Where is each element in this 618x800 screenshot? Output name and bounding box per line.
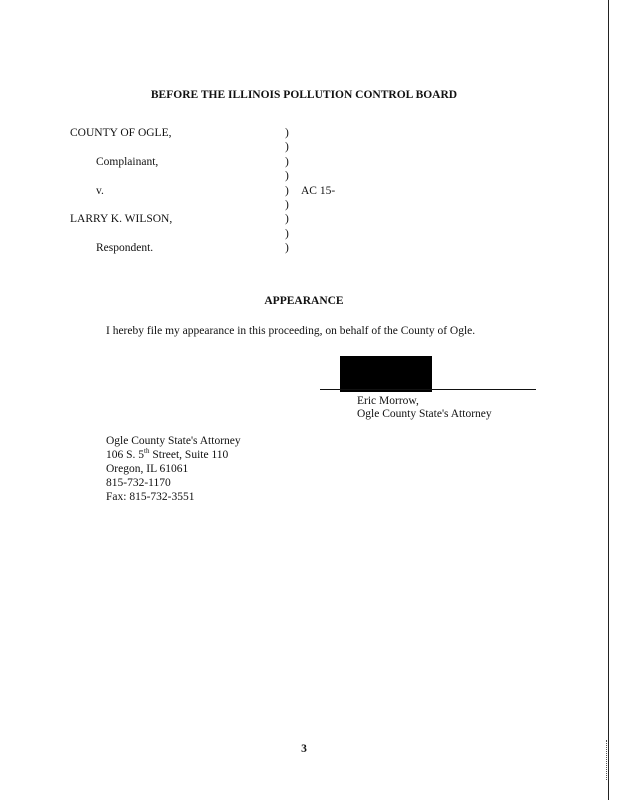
- address-fax: Fax: 815-732-3551: [106, 491, 195, 503]
- caption-parentheses: [285, 126, 289, 256]
- paren: ): [285, 213, 289, 226]
- paren: ): [285, 227, 289, 240]
- address-office: Ogle County State's Attorney: [106, 435, 241, 447]
- address-street: [106, 448, 228, 462]
- party1-role: Complainant,: [96, 156, 159, 168]
- street-ordinal: th: [144, 447, 150, 456]
- paren: ): [285, 184, 289, 197]
- appearance-heading: APPEARANCE: [264, 295, 344, 307]
- signature-redaction: [340, 356, 432, 392]
- address-city: Oregon, IL 61061: [106, 463, 189, 475]
- address-phone: 815-732-1170: [106, 477, 171, 489]
- party1-name: COUNTY OF OGLE,: [70, 127, 172, 139]
- paren: ): [285, 198, 289, 211]
- paren: ): [285, 141, 289, 154]
- street-name: Street, Suite 110: [149, 449, 229, 461]
- case-number: AC 15-: [301, 185, 336, 197]
- party2-role: Respondent.: [96, 242, 154, 254]
- page-number: 3: [301, 743, 307, 755]
- paren: ): [285, 127, 289, 139]
- page-edge-line: [608, 0, 609, 800]
- paren: ): [285, 170, 289, 183]
- street-number: 106 S. 5: [106, 449, 145, 461]
- signature-line: [320, 389, 536, 390]
- paren: ): [285, 242, 289, 255]
- board-title: BEFORE THE ILLINOIS POLLUTION CONTROL BOARD: [150, 89, 458, 101]
- signer-name: Eric Morrow,: [357, 395, 419, 407]
- paren: ): [285, 155, 289, 168]
- appearance-body: I hereby file my appearance in this proceeding, on behalf of the County of Ogle.: [106, 325, 476, 337]
- versus-text: v.: [96, 185, 104, 197]
- party2-name: LARRY K. WILSON,: [70, 213, 173, 225]
- signer-title: Ogle County State's Attorney: [357, 408, 492, 420]
